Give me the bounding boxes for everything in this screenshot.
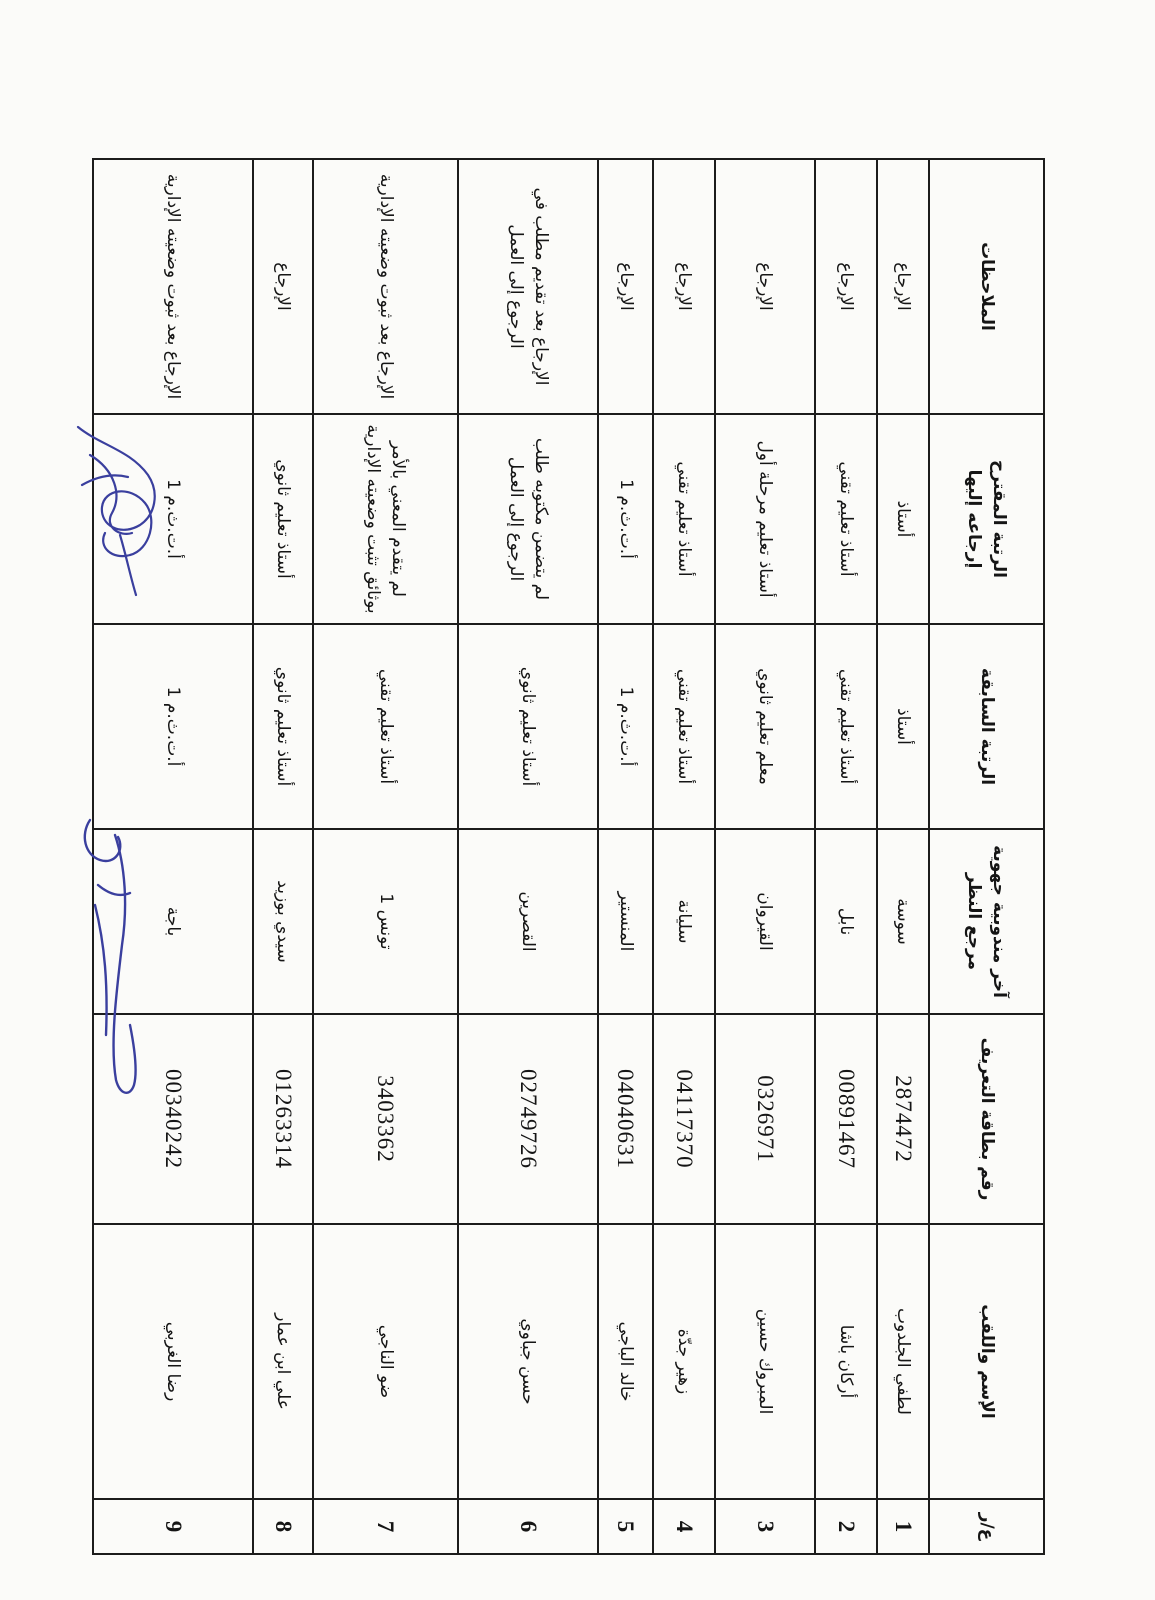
header-proposed-rank	[929, 414, 1044, 624]
row-proposed-rank: أ.ت.ث.م 1	[598, 414, 653, 624]
row-proposed-rank: أ.ت.ث.م 1	[93, 414, 253, 624]
header-number: ع/ر	[929, 1499, 1044, 1554]
row-delegation: نابل	[815, 829, 877, 1014]
header-row	[929, 159, 1044, 1554]
row-prev-rank: أستاذ تعليم ثانوي	[253, 624, 313, 829]
row-delegation: تونس 1	[313, 829, 458, 1014]
row-id-card: 00340242	[93, 1014, 253, 1224]
signature-top	[60, 415, 170, 605]
table-row	[598, 159, 653, 1554]
row-id-card: 2874472	[877, 1014, 929, 1224]
row-id-card: 01263314	[253, 1014, 313, 1224]
header-proposed-rank-line2: إرجاعه إليها	[964, 469, 985, 569]
row-notes: الإرجاع	[877, 159, 929, 414]
row-number: 3	[715, 1499, 815, 1554]
row-number: 1	[877, 1499, 929, 1554]
row-number: 8	[253, 1499, 313, 1554]
row-proposed-rank: أستاذ	[877, 414, 929, 624]
row-id-card: 00891467	[815, 1014, 877, 1224]
row-name: زهير جدّة	[653, 1224, 715, 1499]
row-name: خالد الباجي	[598, 1224, 653, 1499]
signature-bottom	[70, 805, 150, 1105]
row-proposed-rank: أستاذ تعليم تقني	[815, 414, 877, 624]
row-proposed-rank: أستاذ تعليم تقني	[653, 414, 715, 624]
row-delegation: سوسة	[877, 829, 929, 1014]
row-notes: الإرجاع	[815, 159, 877, 414]
row-notes: الإرجاع بعد تقديم مطلب في الرجوع إلى العمل	[458, 159, 598, 414]
row-prev-rank: أستاذ تعليم تقني	[313, 624, 458, 829]
row-proposed-rank: أستاذ تعليم ثانوي	[253, 414, 313, 624]
table-row	[715, 159, 815, 1554]
row-notes: الإرجاع	[598, 159, 653, 414]
row-notes: الإرجاع	[653, 159, 715, 414]
row-prev-rank: أستاذ تعليم ثانوي	[458, 624, 598, 829]
row-proposed-rank: لم يتقدم المعني بالأمر بوثائق تثبت وضعيته الإدارية	[313, 414, 458, 624]
row-id-card: 0326971	[715, 1014, 815, 1224]
row-prev-rank: أستاذ تعليم تقني	[815, 624, 877, 829]
row-prev-rank: أستاذ تعليم تقني	[653, 624, 715, 829]
row-id-card: 04117370	[653, 1014, 715, 1224]
officials-table	[92, 158, 1045, 1555]
table-row	[458, 159, 598, 1554]
row-delegation: سليانة	[653, 829, 715, 1014]
table-row	[815, 159, 877, 1554]
row-delegation: القصرين	[458, 829, 598, 1014]
row-prev-rank: أ.ت.ث.م 1	[93, 624, 253, 829]
row-delegation: القيروان	[715, 829, 815, 1014]
row-proposed-rank: لم يتضمن مكتوبه طلب الرجوع إلى العمل	[458, 414, 598, 624]
row-notes: الإرجاع بعد ثبوت وضعيته الإدارية	[93, 159, 253, 414]
row-delegation: المنستير	[598, 829, 653, 1014]
row-notes: الإرجاع	[253, 159, 313, 414]
row-name: لطفي الجلدوب	[877, 1224, 929, 1499]
row-prev-rank: أ.ت.ث.م 1	[598, 624, 653, 829]
table-row	[653, 159, 715, 1554]
table-row	[877, 159, 929, 1554]
row-id-card: 02749726	[458, 1014, 598, 1224]
table-row	[313, 159, 458, 1554]
row-notes: الإرجاع بعد ثبوت وضعيته الإدارية	[313, 159, 458, 414]
row-number: 6	[458, 1499, 598, 1554]
row-prev-rank: أستاذ	[877, 624, 929, 829]
row-name: علي ابن عمار	[253, 1224, 313, 1499]
row-number: 7	[313, 1499, 458, 1554]
header-notes: الملاحظات	[929, 159, 1044, 414]
header-name: الإسم واللقب	[929, 1224, 1044, 1499]
row-delegation: سيدي بوزيد	[253, 829, 313, 1014]
row-prev-rank: معلم تعليم ثانوي	[715, 624, 815, 829]
row-name: رضا الغربي	[93, 1224, 253, 1499]
row-number: 4	[653, 1499, 715, 1554]
row-id-card: 3403362	[313, 1014, 458, 1224]
row-number: 9	[93, 1499, 253, 1554]
row-number: 2	[815, 1499, 877, 1554]
header-proposed-rank-line1: الرتبة المقترح	[989, 460, 1010, 578]
header-delegation: آخر مندوبية جهوية مرجع النظر	[929, 829, 1044, 1014]
header-id-card: رقم بطاقة التعريف	[929, 1014, 1044, 1224]
row-proposed-rank: أستاذ تعليم مرحلة أول	[715, 414, 815, 624]
row-name: حسن جباوي	[458, 1224, 598, 1499]
header-prev-rank: الرتبة السابقة	[929, 624, 1044, 829]
row-name: المبروك حسين	[715, 1224, 815, 1499]
row-notes: الإرجاع	[715, 159, 815, 414]
row-delegation: باجة	[93, 829, 253, 1014]
row-name: أركان باشا	[815, 1224, 877, 1499]
row-name: ضو الناجي	[313, 1224, 458, 1499]
table-row	[253, 159, 313, 1554]
row-id-card: 04040631	[598, 1014, 653, 1224]
row-number: 5	[598, 1499, 653, 1554]
